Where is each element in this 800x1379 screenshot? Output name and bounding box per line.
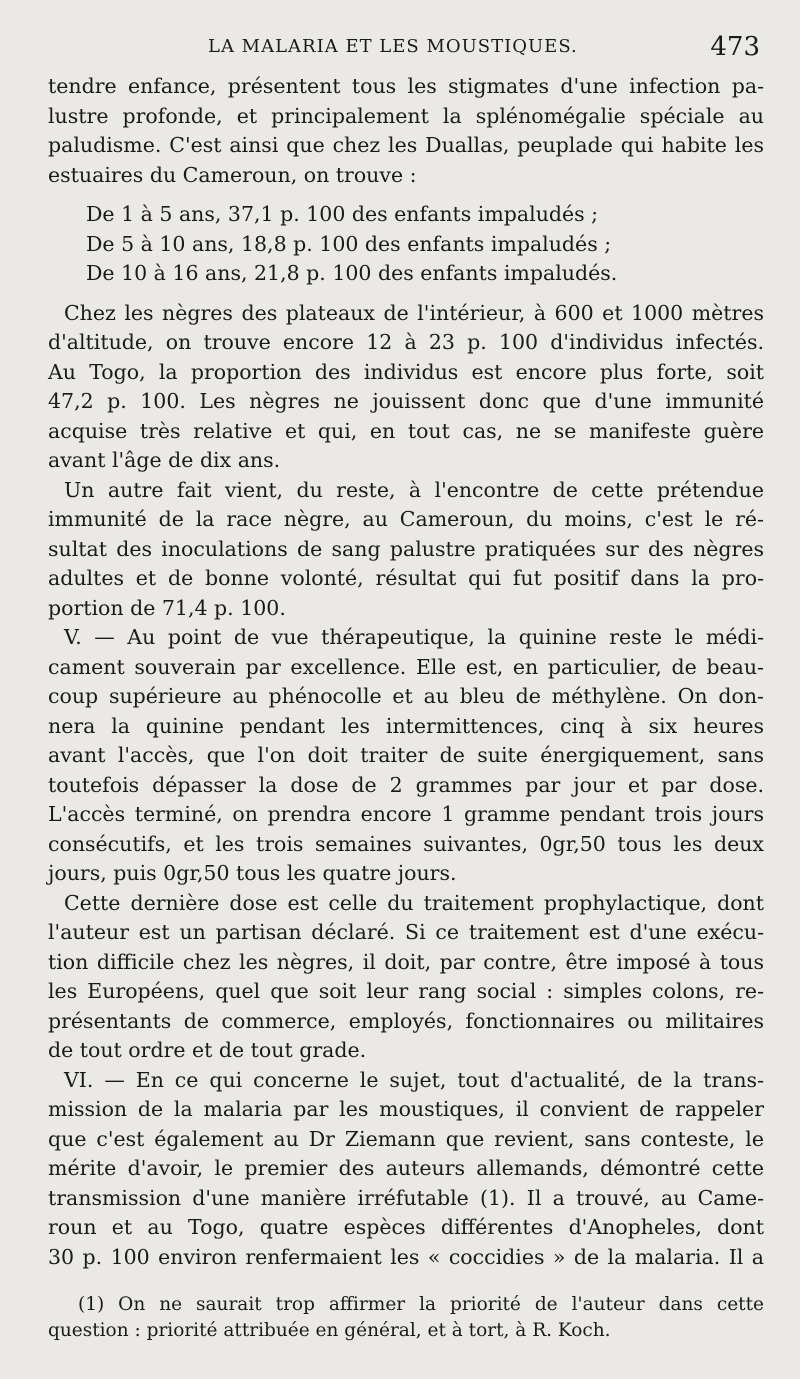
text-line: l'auteur est un partisan déclaré. Si ce traitement est d'une exécu-: [48, 920, 764, 944]
text-line: cament souverain par excellence. Elle est, en particulier, de beau-: [48, 654, 764, 679]
text-line: 47,2 p. 100. Les nègres ne jouissent donc que d'une immunité: [48, 389, 764, 413]
text-line: Cette dernière dose est celle du traitement prophylactique, dont: [64, 890, 764, 915]
text-line: mission de la malaria par les moustiques, il convient de rappeler: [48, 1097, 764, 1121]
text-line: 30 p. 100 environ renfermaient les « coccidies » de la malaria. Il a: [48, 1244, 764, 1269]
text-line: les Européens, quel que soit leur rang social : simples colons, re-: [48, 979, 764, 1003]
footnote-line: question : priorité attribuée en général, et à tort, à R. Koch.: [48, 1320, 611, 1341]
text-line: avant l'âge de dix ans.: [48, 448, 281, 472]
text-line: transmission d'une manière irréfutable (1). Il a trouvé, au Came-: [48, 1185, 764, 1210]
footnote: [48, 1292, 764, 1344]
text-line: L'accès terminé, on prendra encore 1 gramme pendant trois jours: [48, 802, 764, 826]
text-line: paludisme. C'est ainsi que chez les Duallas, peuplade qui habite les: [48, 133, 764, 157]
paragraph-1: [48, 72, 764, 190]
text-line: de tout ordre et de tout grade.: [48, 1038, 367, 1062]
text-line: nera la quinine pendant les intermittences, cinq à six heures: [48, 713, 764, 738]
text-line: V. — Au point de vue thérapeutique, la quinine reste le médi-: [64, 625, 764, 649]
text-line: présentants de commerce, employés, fonctionnaires ou militaires: [48, 1008, 764, 1033]
page-number: 473: [710, 32, 760, 62]
paragraph-2: [48, 299, 764, 476]
list-item: De 1 à 5 ans, 37,1 p. 100 des enfants impaludés ;: [86, 202, 599, 226]
list-item: De 5 à 10 ans, 18,8 p. 100 des enfants impaludés ;: [86, 231, 612, 256]
text-line: toutefois dépasser la dose de 2 grammes par jour et par dose.: [48, 772, 764, 797]
text-line: coup supérieure au phénocolle et au bleu de méthylène. On don-: [48, 684, 764, 708]
text-line: consécutifs, et les trois semaines suivantes, 0gr,50 tous les deux: [48, 831, 764, 856]
body-text: [48, 72, 764, 1272]
paragraph-5: [48, 889, 764, 1066]
text-line: Chez les nègres des plateaux de l'intérieur, à 600 et 1000 mètres: [64, 300, 764, 325]
text-line: estuaires du Cameroun, on trouve :: [48, 162, 417, 187]
text-line: que c'est également au Dr Ziemann que revient, sans conteste, le: [48, 1126, 764, 1151]
text-line: avant l'accès, que l'on doit traiter de suite énergiquement, sans: [48, 743, 764, 767]
footnote-line: (1) On ne saurait trop affirmer la priorité de l'auteur dans cette: [78, 1294, 764, 1315]
text-line: Un autre fait vient, du reste, à l'encontre de cette prétendue: [64, 477, 764, 502]
paragraph-4: [48, 623, 764, 889]
text-line: adultes et de bonne volonté, résultat qui fut positif dans la pro-: [48, 566, 764, 590]
text-line: VI. — En ce qui concerne le sujet, tout d'actualité, de la trans-: [64, 1067, 764, 1092]
text-line: tion difficile chez les nègres, il doit, par contre, être imposé à tous: [48, 949, 764, 974]
list-item: De 10 à 16 ans, 21,8 p. 100 des enfants impaludés.: [86, 261, 618, 285]
text-line: Au Togo, la proportion des individus est encore plus forte, soit: [48, 359, 764, 384]
text-line: lustre profonde, et principalement la splénomégalie spéciale au: [48, 103, 764, 128]
text-line: tendre enfance, présentent tous les stigmates d'une infection pa-: [48, 74, 764, 98]
paragraph-6: [48, 1066, 764, 1273]
text-line: acquise très relative et qui, en tout cas, ne se manifeste guère: [48, 418, 764, 443]
text-line: portion de 71,4 p. 100.: [48, 595, 286, 620]
page-header: [48, 32, 764, 68]
text-line: d'altitude, on trouve encore 12 à 23 p. 100 d'individus infectés.: [48, 330, 764, 354]
text-line: immunité de la race nègre, au Cameroun, du moins, c'est le ré-: [48, 507, 764, 531]
running-title: LA MALARIA ET LES MOUSTIQUES.: [208, 36, 578, 57]
statistics-list: [48, 200, 764, 289]
text-line: roun et au Togo, quatre espèces différentes d'Anopheles, dont: [48, 1215, 764, 1239]
paragraph-3: [48, 476, 764, 624]
text-line: mérite d'avoir, le premier des auteurs allemands, démontré cette: [48, 1156, 764, 1180]
text-line: sultat des inoculations de sang palustre pratiquées sur des nègres: [48, 536, 764, 561]
text-line: jours, puis 0gr,50 tous les quatre jours.: [48, 861, 457, 885]
